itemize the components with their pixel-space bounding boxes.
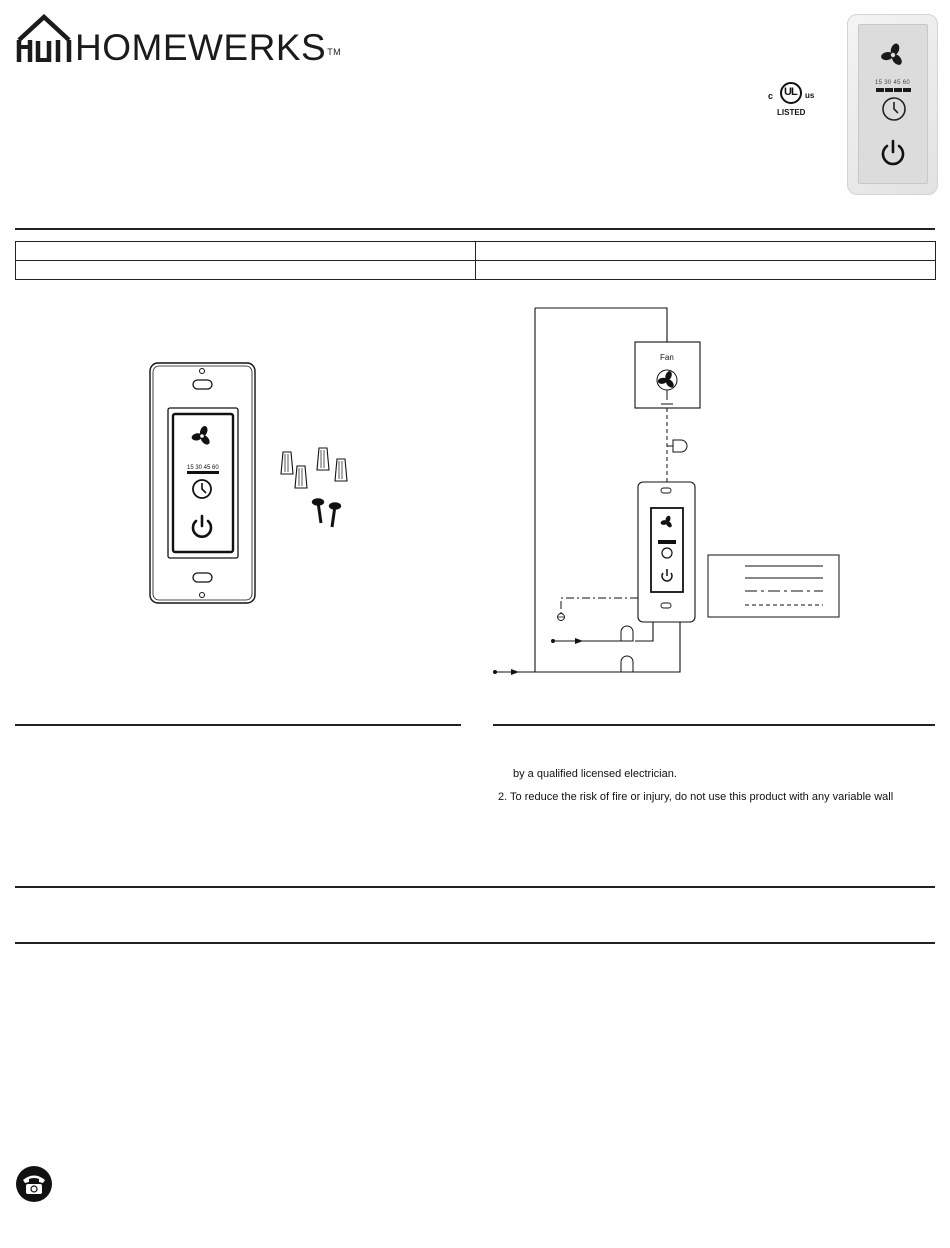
top-mount-slot: [193, 380, 212, 389]
wire: [535, 308, 667, 342]
top-screw-hole: [200, 369, 205, 374]
timer-labels: 15 30 45 60: [875, 80, 910, 86]
bottom-mount-slot: [193, 573, 212, 582]
wiring-diagram: [485, 300, 845, 685]
table-row: [16, 261, 936, 280]
table-cell: [16, 261, 476, 280]
ul-us-label: us: [805, 91, 815, 100]
brand-name: HOMEWERKS™: [75, 27, 342, 68]
power-icon: [193, 516, 211, 537]
ground-wire: [561, 598, 638, 614]
power-icon: [662, 569, 672, 581]
fan-icon: [881, 43, 905, 67]
ground-symbol-icon: [558, 614, 565, 621]
table-cell: [16, 242, 476, 261]
wire-nut-icon: [673, 440, 687, 452]
legend-box: [708, 555, 839, 617]
section-rule-left: [15, 724, 461, 726]
mounting-screw-icon: [313, 499, 341, 527]
house-logo-icon: [15, 14, 73, 66]
switch-plate: [638, 482, 695, 622]
fan-icon: [191, 425, 211, 446]
bottom-screw-hole: [200, 593, 205, 598]
section-rule: [15, 886, 935, 888]
fan-icon: [657, 370, 677, 390]
wire-nut-icon: [621, 626, 633, 641]
product-photo: [847, 14, 938, 195]
section-rule-right: [493, 724, 935, 726]
safety-line: 2. To reduce the risk of fire or injury, do not use this product with any variable wall: [498, 791, 894, 803]
timer-led-bar: [187, 471, 219, 474]
clock-icon: [662, 548, 672, 558]
telephone-icon: [15, 1165, 53, 1203]
ul-c-label: c: [768, 91, 774, 101]
clock-icon: [193, 480, 211, 498]
table-cell: [476, 261, 936, 280]
ul-mark-text: UL: [784, 86, 797, 98]
fan-icon: [660, 515, 673, 528]
ul-listed-mark: [768, 78, 824, 120]
drawing-timer-labels: 15 30 45 60: [187, 465, 219, 471]
power-icon: [878, 138, 908, 168]
trademark: TM: [327, 47, 342, 57]
wire: [633, 622, 680, 672]
fan-label: Fan: [660, 353, 674, 362]
table-row: [16, 242, 936, 261]
safety-line: by a qualified licensed electrician.: [513, 768, 677, 780]
section-rule: [15, 228, 935, 230]
section-rule: [15, 942, 935, 944]
clock-icon: [881, 96, 907, 122]
wire: [635, 622, 653, 641]
timer-led-bars: [876, 88, 912, 92]
table-cell: [476, 242, 936, 261]
photo-switch-face: [858, 24, 928, 184]
wire-nut-icon: [621, 656, 633, 672]
product-drawing: [145, 358, 365, 608]
wire-nut-icon: [281, 448, 347, 488]
specs-table: [15, 241, 936, 280]
ul-listed-label: LISTED: [777, 108, 806, 117]
